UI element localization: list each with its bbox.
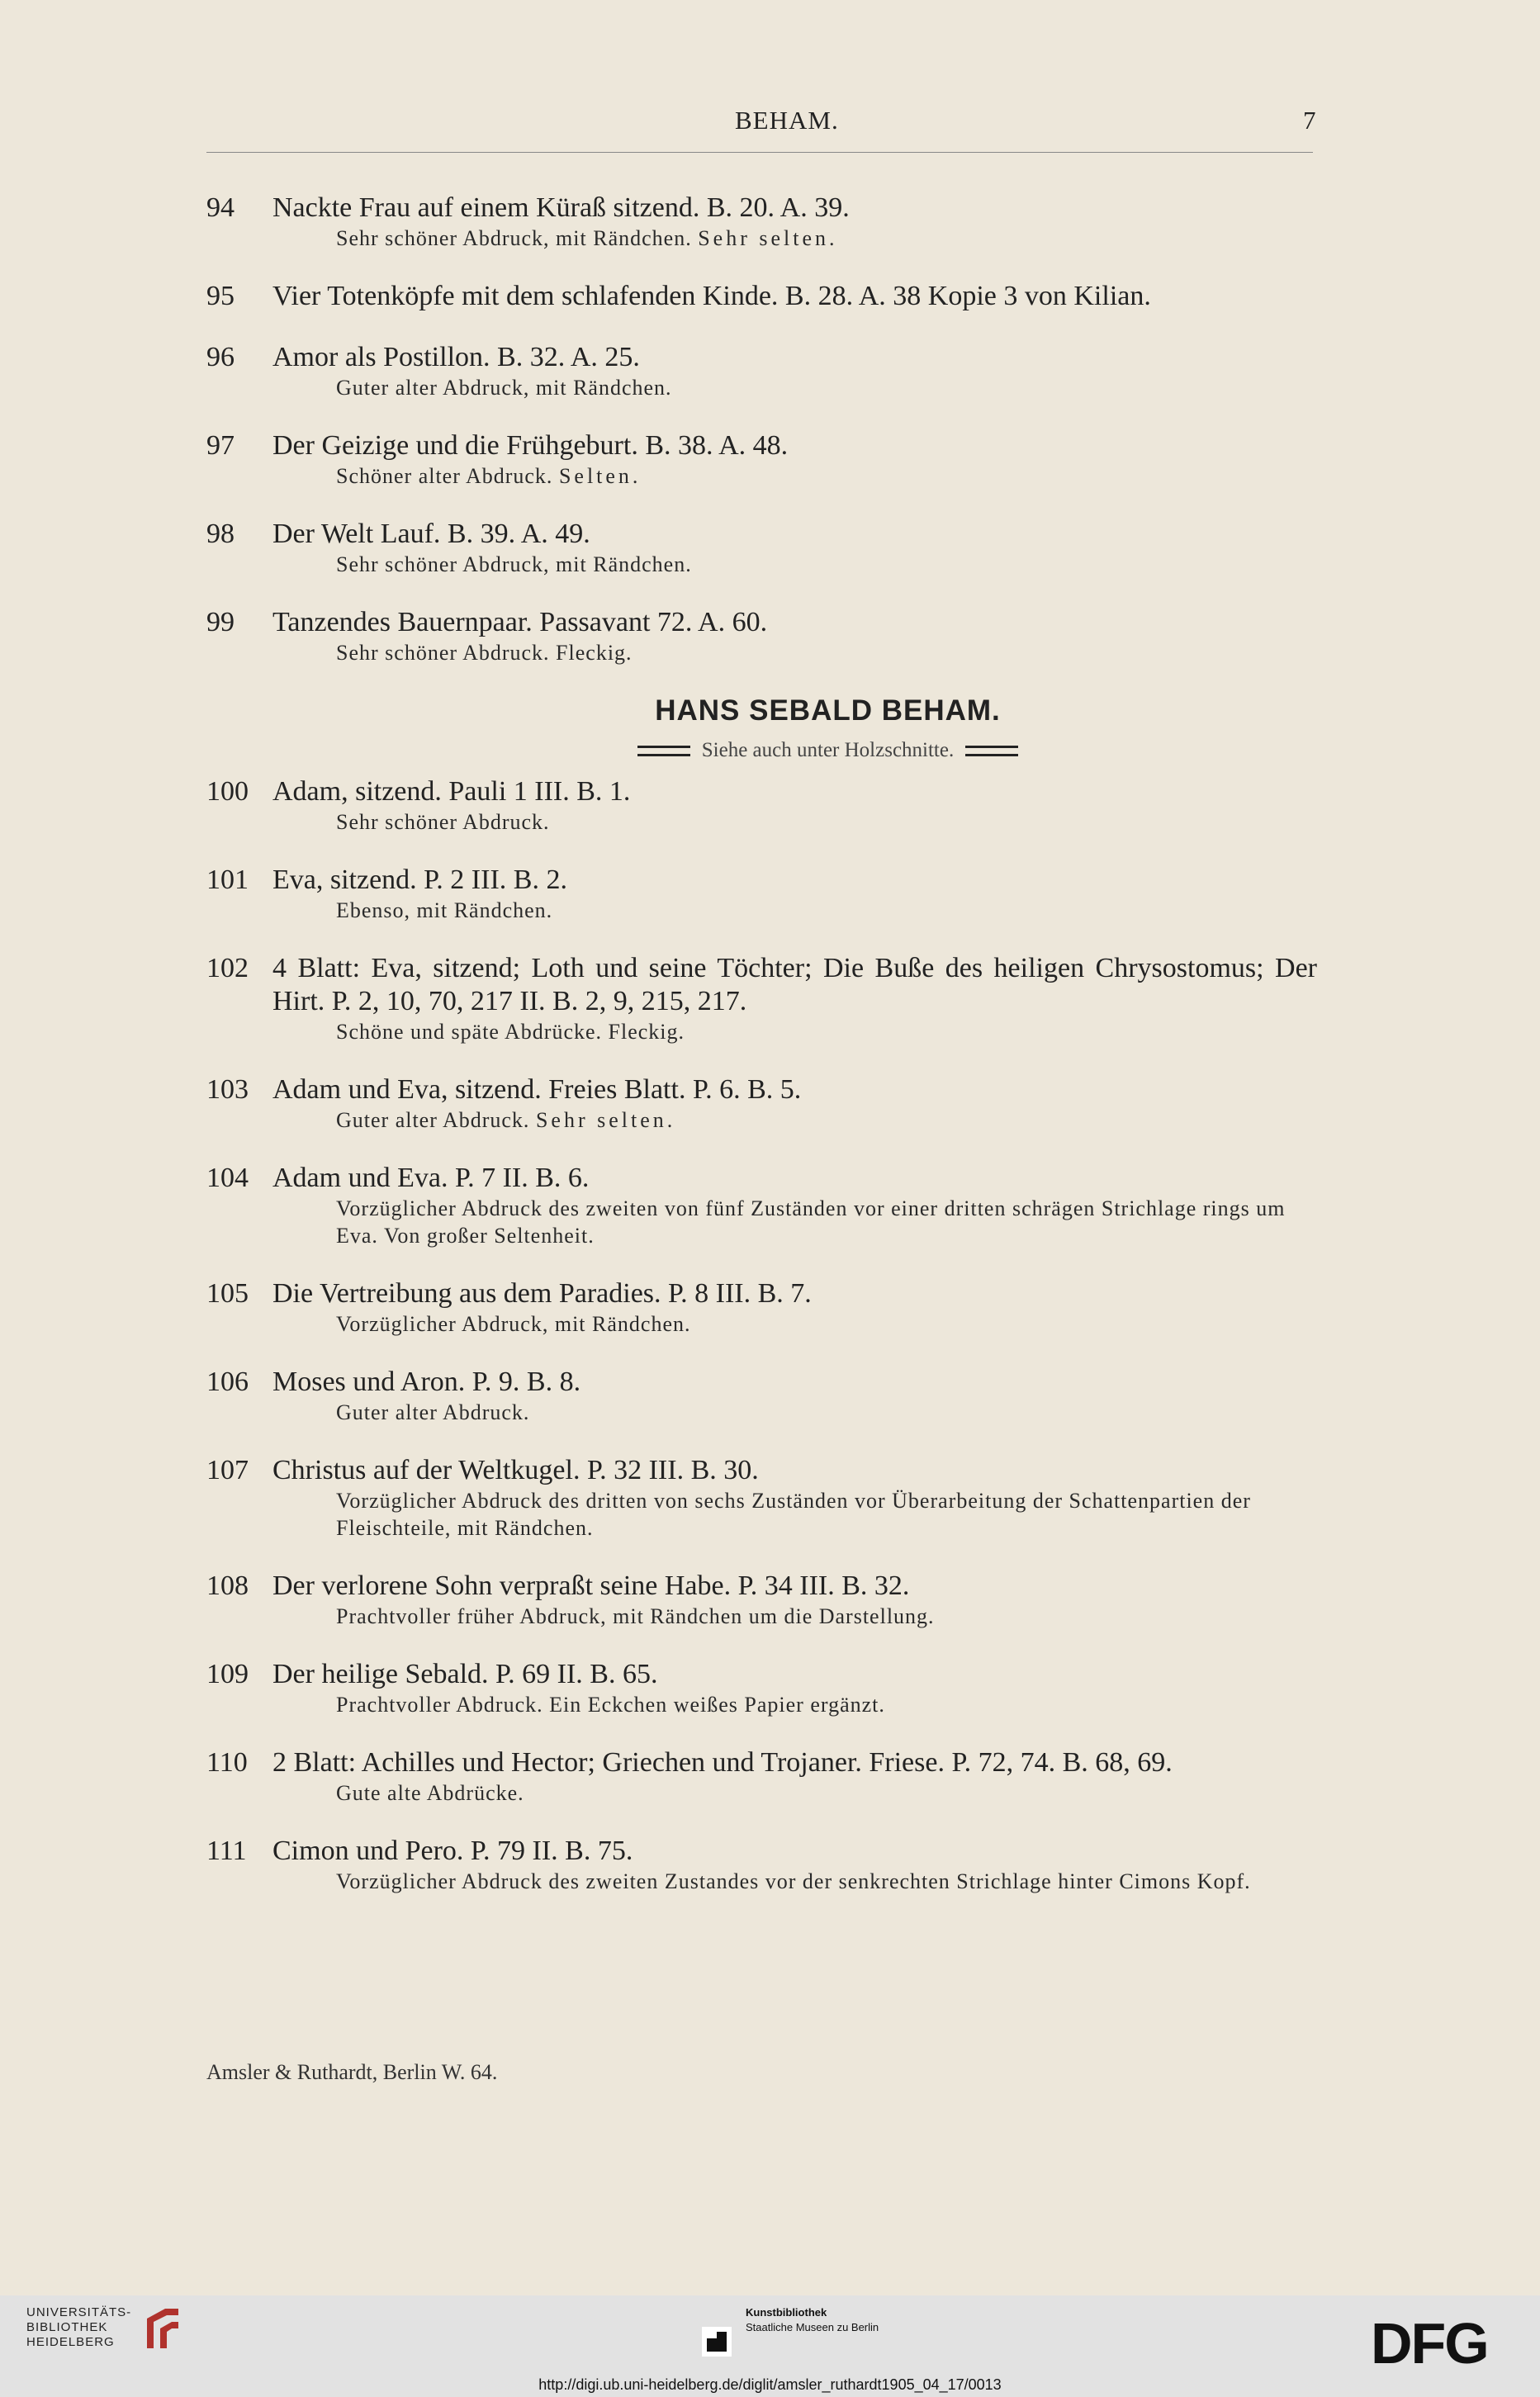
entry-title: Moses und Aron. P. 9. B. 8. — [272, 1367, 581, 1397]
entry-main-line — [206, 1162, 1317, 1195]
entry-number: 97 — [206, 430, 235, 461]
entry-note-text: Vorzüglicher Abdruck des dritten von sechs Zuständen vor Überarbeitung der Schattenpartien der Fleischteile, mit Rändchen. — [336, 1489, 1251, 1540]
entry-note-text: Guter alter Abdruck. — [336, 1108, 536, 1132]
entry-number: 99 — [206, 607, 235, 637]
entry-title: 4 Blatt: Eva, sitzend; Loth und seine Töchter; Die Buße des heiligen Chrysostomus; Der Hirt. P. 2, 10, 70, 217 II. B. 2, 9, 215, 217. — [272, 953, 1317, 1016]
entry-note — [336, 1310, 1317, 1338]
entry-note — [336, 808, 1317, 836]
entry-number: 106 — [206, 1367, 249, 1397]
ub-heidelberg-label — [26, 2305, 131, 2350]
entry-title: Adam und Eva, sitzend. Freies Blatt. P. 6. B. 5. — [272, 1074, 802, 1105]
entry-note-emphasis: Sehr selten. — [535, 1108, 676, 1132]
entry-note — [336, 1018, 1317, 1045]
entry-main-line — [206, 1658, 1317, 1691]
catalog-entry — [206, 864, 1317, 924]
entry-note-text: Prachtvoller Abdruck. Ein Eckchen weißes Papier ergänzt. — [336, 1693, 885, 1717]
entry-main-line — [206, 864, 1317, 897]
catalog-entry — [206, 518, 1317, 578]
entry-main-line — [206, 606, 1317, 639]
entry-note — [336, 551, 1317, 578]
section-subtitle-text: Siehe auch unter Holzschnitte. — [701, 739, 955, 761]
entry-number: 105 — [206, 1278, 249, 1309]
entry-note — [336, 639, 1317, 666]
entry-note-emphasis: Selten. — [558, 464, 642, 488]
entry-main-line — [206, 1570, 1317, 1603]
entry-note-text: Guter alter Abdruck. — [336, 1400, 530, 1424]
catalog-entry — [206, 1162, 1317, 1249]
catalog-entry — [206, 606, 1317, 666]
entry-note — [336, 1779, 1317, 1807]
entry-note — [336, 1399, 1317, 1426]
entry-title: Vier Totenköpfe mit dem schlafenden Kinde. B. 28. A. 38 Kopie 3 von Kilian. — [272, 281, 1151, 311]
entry-title: Tanzendes Bauernpaar. Passavant 72. A. 60. — [272, 607, 768, 637]
entry-note-text: Guter alter Abdruck, mit Rändchen. — [336, 376, 672, 400]
entry-number: 111 — [206, 1836, 247, 1866]
entry-number: 108 — [206, 1570, 249, 1601]
entry-note-text: Vorzüglicher Abdruck, mit Rändchen. — [336, 1312, 691, 1336]
entry-main-line — [206, 1366, 1317, 1399]
entry-main-line — [206, 192, 1317, 225]
entry-main-line — [206, 1073, 1317, 1106]
entry-main-line — [206, 1277, 1317, 1310]
entry-title: Cimon und Pero. P. 79 II. B. 75. — [272, 1836, 633, 1866]
entry-note-text: Schöner alter Abdruck. — [336, 464, 559, 488]
entry-main-line — [206, 429, 1317, 462]
entry-number: 101 — [206, 865, 249, 895]
entry-title: Amor als Postillon. B. 32. A. 25. — [272, 342, 640, 372]
page-number: 7 — [1303, 106, 1316, 135]
entry-note — [336, 374, 1317, 401]
catalog-entry — [206, 280, 1317, 313]
catalog-entry — [206, 341, 1317, 401]
entry-main-line — [206, 952, 1317, 1018]
entry-number: 98 — [206, 519, 235, 549]
page-header — [0, 106, 1540, 147]
entry-title: Der Geizige und die Frühgeburt. B. 38. A. 48. — [272, 430, 789, 461]
running-title: BEHAM. — [735, 106, 839, 135]
entry-number: 96 — [206, 342, 235, 372]
catalog-entry — [206, 1073, 1317, 1134]
kunstbibliothek-logo-icon — [702, 2327, 732, 2357]
entry-note — [336, 225, 1317, 252]
entry-number: 100 — [206, 776, 249, 807]
publisher-imprint: Amsler & Ruthardt, Berlin W. 64. — [206, 2060, 498, 2084]
entry-note — [336, 1603, 1317, 1630]
catalog-entry — [206, 775, 1317, 836]
catalog-entry — [206, 429, 1317, 490]
entry-main-line — [206, 1835, 1317, 1868]
entry-main-line — [206, 341, 1317, 374]
entry-note — [336, 462, 1317, 490]
catalog-entry — [206, 1835, 1317, 1895]
entry-main-line — [206, 518, 1317, 551]
catalog-entry — [206, 192, 1317, 252]
catalog-entry — [206, 1454, 1317, 1542]
entry-note — [336, 897, 1317, 924]
catalog-entry — [206, 952, 1317, 1045]
dfg-logo: DFG — [1371, 2311, 1488, 2376]
entry-note-text: Prachtvoller früher Abdruck, mit Rändchen um die Darstellung. — [336, 1604, 935, 1628]
entry-title: Der verlorene Sohn verpraßt seine Habe. P. 34 III. B. 32. — [272, 1570, 910, 1601]
entry-number: 102 — [206, 953, 249, 983]
entry-title: Adam und Eva. P. 7 II. B. 6. — [272, 1163, 590, 1193]
section-subtitle — [339, 739, 1317, 762]
entry-title: Die Vertreibung aus dem Paradies. P. 8 III. B. 7. — [272, 1278, 812, 1309]
catalog-entry — [206, 1366, 1317, 1426]
header-rule — [206, 152, 1313, 153]
entry-number: 110 — [206, 1747, 248, 1778]
kb-subtitle: Staatliche Museen zu Berlin — [746, 2321, 879, 2333]
entry-number: 103 — [206, 1074, 249, 1105]
entry-main-line — [206, 775, 1317, 808]
ub-line-3: HEIDELBERG — [26, 2335, 115, 2349]
entry-list-beham — [206, 192, 1317, 666]
entry-title: Adam, sitzend. Pauli 1 III. B. 1. — [272, 776, 631, 807]
catalog-entry — [206, 1746, 1317, 1807]
entry-list-sebald-beham — [206, 775, 1317, 1895]
entry-note-text: Gute alte Abdrücke. — [336, 1781, 524, 1805]
entry-note — [336, 1691, 1317, 1718]
entry-title: 2 Blatt: Achilles und Hector; Griechen und Trojaner. Friese. P. 72, 74. B. 68, 69. — [272, 1747, 1173, 1778]
entry-note — [336, 1487, 1317, 1542]
entry-note-text: Vorzüglicher Abdruck des zweiten Zustandes vor der senkrechten Strichlage hinter Cimons Kopf. — [336, 1869, 1251, 1893]
catalog-entries — [206, 192, 1317, 1923]
source-url[interactable]: http://digi.ub.uni-heidelberg.de/diglit/amsler_ruthardt1905_04_17/0013 — [538, 2376, 1002, 2393]
entry-title: Der heilige Sebald. P. 69 II. B. 65. — [272, 1659, 658, 1689]
entry-note-emphasis: Sehr selten. — [698, 226, 838, 250]
entry-main-line — [206, 1454, 1317, 1487]
entry-note-text: Schöne und späte Abdrücke. Fleckig. — [336, 1020, 685, 1044]
entry-number: 94 — [206, 192, 235, 223]
catalog-entry — [206, 1277, 1317, 1338]
ub-heidelberg-logo-icon — [142, 2304, 183, 2353]
entry-number: 109 — [206, 1659, 249, 1689]
entry-main-line — [206, 280, 1317, 313]
entry-note-text: Sehr schöner Abdruck. — [336, 810, 550, 834]
catalog-entry — [206, 1658, 1317, 1718]
entry-title: Eva, sitzend. P. 2 III. B. 2. — [272, 865, 567, 895]
entry-note-text: Vorzüglicher Abdruck des zweiten von fünf Zuständen vor einer dritten schrägen Strichlage rings um Eva. Von großer Seltenheit. — [336, 1196, 1286, 1248]
catalog-entry — [206, 1570, 1317, 1630]
ub-line-2: BIBLIOTHEK — [26, 2320, 108, 2334]
entry-number: 104 — [206, 1163, 249, 1193]
entry-title: Der Welt Lauf. B. 39. A. 49. — [272, 519, 590, 549]
entry-note-text: Sehr schöner Abdruck, mit Rändchen. — [336, 226, 699, 250]
entry-note — [336, 1868, 1317, 1895]
entry-note-text: Sehr schöner Abdruck. Fleckig. — [336, 641, 633, 665]
double-rule-right — [965, 746, 1018, 756]
kb-title: Kunstbibliothek — [746, 2306, 827, 2319]
entry-note — [336, 1106, 1317, 1134]
ub-line-1: UNIVERSITÄTS- — [26, 2305, 132, 2319]
digitization-footer — [0, 2295, 1540, 2397]
entry-title: Christus auf der Weltkugel. P. 32 III. B. 30. — [272, 1455, 759, 1485]
entry-main-line — [206, 1746, 1317, 1779]
entry-note — [336, 1195, 1317, 1249]
entry-number: 95 — [206, 281, 235, 311]
entry-note-text: Ebenso, mit Rändchen. — [336, 898, 553, 922]
entry-title: Nackte Frau auf einem Küraß sitzend. B. 20. A. 39. — [272, 192, 850, 223]
double-rule-left — [637, 746, 690, 756]
section-title: HANS SEBALD BEHAM. — [655, 694, 1001, 727]
entry-note-text: Sehr schöner Abdruck, mit Rändchen. — [336, 552, 692, 576]
kunstbibliothek-label — [746, 2305, 879, 2335]
entry-number: 107 — [206, 1455, 249, 1485]
